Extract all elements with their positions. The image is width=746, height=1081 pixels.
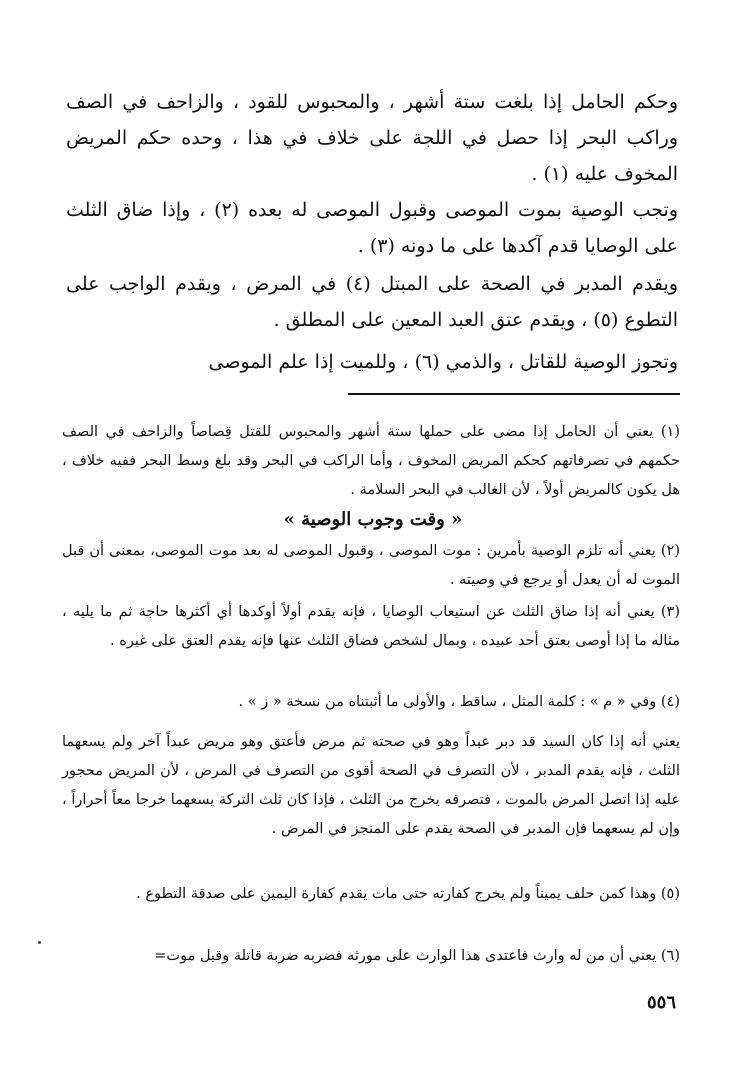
footnote-3: (٣) يعني أنه إذا ضاق الثلث عن استيعاب الوصايا ، فإنه يقدم أولاً أوكدها أي أكثرها حاجة ثم ما يليه ، مثاله ما إذا أوصى بعتق أحد عبيده ، وبمال لشخص فضاق الثلث عنها فإنه يقدم العتق على غيره . [62, 604, 680, 649]
footnote-5: (٥) وهذا كمن حلف يميناً ولم يخرج كفارته حتى مات يقدم كفارة اليمين على صدقة التطوع . [136, 886, 680, 902]
footnote-1: (١) يعني أن الحامل إذا مضى على حملها ستة أشهر والمحبوس للقتل قِصاصاً والزاحف في الصف حكمهم في تصرفاتهم كحكم المريض المخوف ، وأما الراكب في البحر وقد بلغ وسط البحر ففيه خلاف ، هل يكون كالمريض أولاً ، لأن الغالب في البحر السلامة . [62, 424, 680, 498]
footnote-2: (٢) يعني أنه تلزم الوصية بأمرين : موت الموصى ، وقبول الموصى له بعد موت الموصى، بمعنى أن قبل الموت له أن يعدل أو يرجع في وصيته . [62, 543, 680, 588]
main-paragraph-2: وتجب الوصية بموت الموصى وقبول الموصى له بعده (٢) ، وإذا ضاق الثلث على الوصايا قدم آكدها على ما دونه (٣) . [66, 199, 678, 257]
footnote-separator [348, 393, 680, 395]
section-heading: « وقت وجوب الوصية » [283, 509, 463, 530]
scan-speck [38, 941, 41, 944]
footnote-4-body: يعني أنه إذا كان السيد قد دبر عبداً وهو في صحته ثم مرض فأعتق وهو مريض عبداً آخر ولم يسعهما الثلث ، فإنه يقدم المدبر ، لأن التصرف في الصحة أقوى من التصرف في المرض ، لأن المريض محجور عليه إذا اتصل المرض بالموت ، فتصرفه يخرج من الثلث ، فإذا كان ثلث التركة يسعهما خرجا معاً أحراراً ، وإن لم يسعهما فإن المدبر في الصحة يقدم على المنجز في المرض . [62, 734, 680, 837]
main-paragraph-3: ويقدم المدبر في الصحة على المبتل (٤) في المرض ، ويقدم الواجب على التطوع (٥) ، ويقدم عتق العبد المعين على المطلق . [66, 273, 678, 331]
main-paragraph-1: وحكم الحامل إذا بلغت ستة أشهر ، والمحبوس للقود ، والزاحف في الصف وراكب البحر إذا حصل في اللجة على خلاف في هذا ، وحده حكم المريض المخوف عليه (١) . [66, 91, 678, 185]
main-paragraph-4: وتجوز الوصية للقاتل ، والذمي (٦) ، وللميت إذا علم الموصى [208, 351, 678, 373]
page-number: ٥٥٦ [646, 992, 676, 1013]
footnote-4-note: (٤) وفي « م » : كلمة المثل ، ساقط ، والأولى ما أثبتناه من نسخة « ز » . [238, 694, 680, 710]
footnote-6: (٦) يعني أن من له وارث فاعتدى هذا الوارث على مورثه فضربه ضربة قاتلة وقبل موت= [154, 948, 680, 964]
